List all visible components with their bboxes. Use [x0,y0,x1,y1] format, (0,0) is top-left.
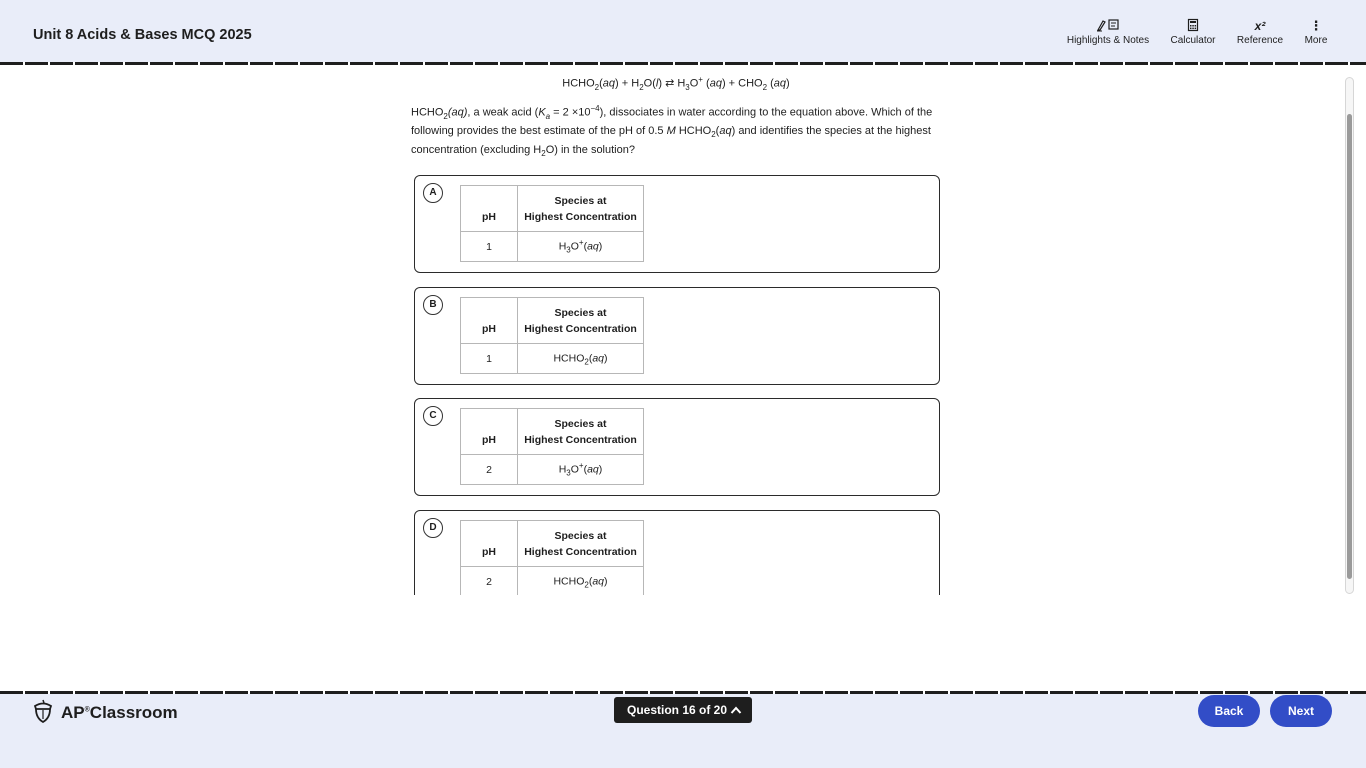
calculator-icon [1168,18,1218,34]
highlighter-notes-icon [1066,18,1150,34]
option-letter-d: D [423,518,443,538]
acorn-icon [33,699,53,728]
ph-value: 1 [461,344,518,374]
question-counter: Question 16 of 20 [627,703,728,717]
question-navigator-button[interactable] [614,697,752,723]
option-letter-a: A [423,183,443,203]
ph-header: pH [461,521,518,567]
answer-option-c[interactable] [414,398,940,496]
answer-option-b[interactable] [414,287,940,385]
option-table [460,297,644,374]
next-button[interactable]: Next [1270,695,1332,727]
species-header: Species at Highest Concentration [518,409,644,455]
species-header: Species at Highest Concentration [518,521,644,567]
scrollbar-thumb[interactable] [1347,114,1352,579]
option-table [460,520,644,595]
ph-value: 2 [461,455,518,485]
x-squared-icon: x² [1254,19,1266,33]
option-letter-c: C [423,406,443,426]
species-value: $H_3O^+(aq)$ [518,232,644,262]
ph-header: pH [461,298,518,344]
ap-classroom-logo: AP®Classroom [33,699,178,728]
ph-value: 2 [461,567,518,596]
species-value: $H_3O^+(aq)$ [518,455,644,485]
species-value: $HCHO_2(aq)$ [518,344,644,374]
species-value: $HCHO_2(aq)$ [518,567,644,596]
chevron-up-icon [730,697,742,732]
reaction-equation: $HCHO_2(aq) + H_2O(l)$ ⇄ $H_3O^+$ $(aq) + CHO_2$ (aq) [562,75,790,92]
back-button[interactable]: Back [1198,695,1260,727]
bottom-bar [0,694,1366,768]
ph-value: 1 [461,232,518,262]
option-letter-b: B [423,295,443,315]
page-title: Unit 8 Acids & Bases MCQ 2025 [33,27,252,43]
ph-header: pH [461,409,518,455]
ph-header: pH [461,186,518,232]
question-area [0,65,1366,595]
reference-button[interactable] [1236,18,1284,46]
answer-option-d[interactable] [414,510,940,595]
calculator-button[interactable] [1168,18,1218,46]
species-header: Species at Highest Concentration [518,298,644,344]
option-table [460,408,644,485]
calculator-label: Calculator [1170,35,1216,46]
more-button[interactable] [1300,18,1332,46]
species-header: Species at Highest Concentration [518,186,644,232]
top-bar [0,0,1366,62]
question-stem: $HCHO_2(aq)$, a weak acid $(K_a = 2 \times 10^{-4})$, dissociates in water according to the equation above. Which of the following provides the best estimate of the pH of 0.5 M $HCHO_2(aq)$ and identifies the species at the highest concentration (excluding $H_2O$) in the solution? [411,104,933,159]
highlights-notes-label: Highlights & Notes [1066,35,1150,46]
option-table [460,185,644,262]
more-label: More [1304,35,1328,46]
reference-label: Reference [1236,35,1284,46]
more-vertical-icon: ⋮ [1309,18,1323,33]
answer-option-a[interactable] [414,175,940,273]
highlights-notes-button[interactable] [1066,18,1150,46]
scrollbar[interactable] [1345,77,1354,594]
